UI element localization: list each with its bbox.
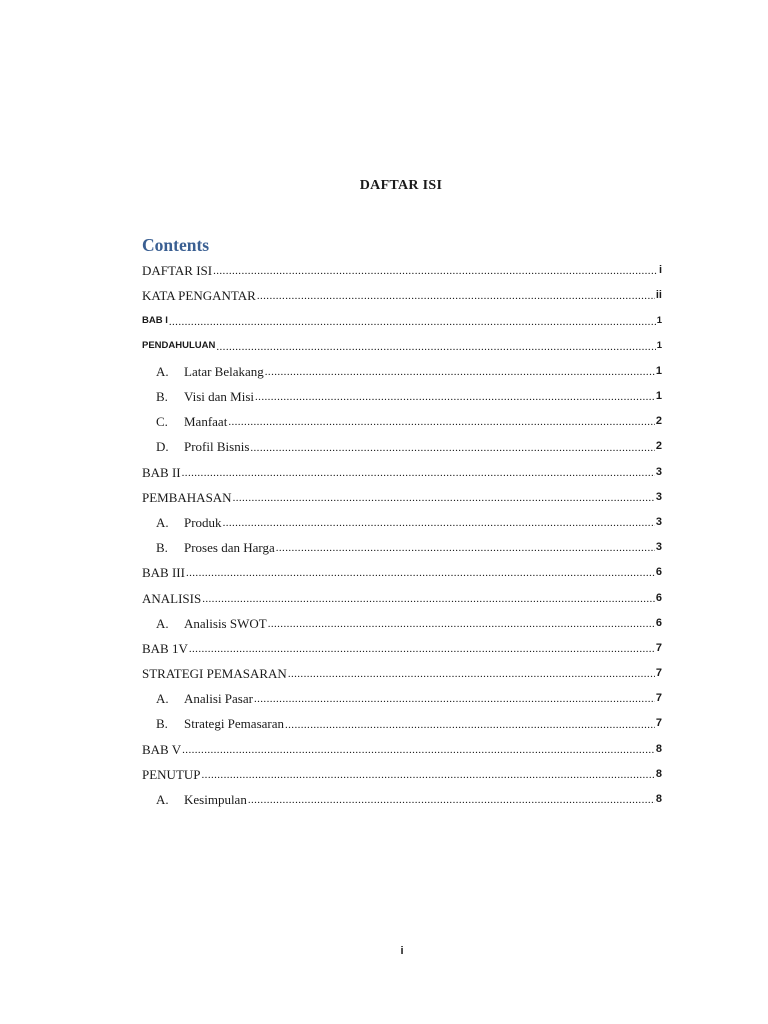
toc-dot-leader	[250, 443, 655, 460]
toc-dot-leader	[186, 568, 655, 585]
toc-entry-label: DAFTAR ISI	[142, 263, 213, 279]
toc-entry-letter: A.	[156, 615, 169, 631]
toc-entry-page: i	[658, 264, 662, 277]
toc-entry-page: 1	[655, 390, 662, 403]
footer-page-number: i	[400, 945, 404, 957]
toc-entry[interactable]	[142, 308, 662, 333]
toc-entry[interactable]	[142, 762, 662, 787]
toc-dot-leader	[268, 619, 655, 636]
toc-entry-label: Analisis SWOT	[184, 615, 267, 631]
toc-entry[interactable]	[142, 409, 662, 434]
toc-entry-page: 6	[655, 616, 662, 629]
toc-entry-letter: B.	[156, 716, 168, 732]
toc-entry[interactable]	[142, 585, 662, 610]
toc-entry-letter: B.	[156, 389, 168, 405]
toc-entry-page: 7	[655, 667, 662, 680]
toc-dot-leader	[257, 291, 655, 308]
toc-dot-leader	[202, 594, 655, 611]
toc-dot-leader	[189, 644, 655, 661]
toc-entry-page: 1	[655, 364, 662, 377]
toc-entry[interactable]	[142, 711, 662, 736]
toc-entry[interactable]	[142, 560, 662, 585]
toc-entry-label: ANALISIS	[142, 590, 202, 606]
toc-entry[interactable]	[142, 611, 662, 636]
toc-entry-page: 2	[655, 440, 662, 453]
toc-entry-page: 3	[655, 515, 662, 528]
toc-entry-label: KATA PENGANTAR	[142, 288, 256, 304]
toc-entry[interactable]	[142, 460, 662, 485]
toc-entry[interactable]	[142, 334, 662, 359]
toc-entry-label: PENDAHULUAN	[142, 340, 216, 352]
toc-entry-label: BAB 1V	[142, 640, 188, 656]
table-of-contents	[142, 258, 662, 812]
toc-entry-letter: B.	[156, 540, 168, 556]
toc-dot-leader	[182, 468, 655, 485]
toc-entry-label: Profil Bisnis	[184, 439, 250, 455]
toc-dot-leader	[276, 543, 655, 560]
contents-heading: Contents	[142, 235, 210, 255]
toc-entry[interactable]	[142, 485, 662, 510]
toc-entry-page: 8	[655, 793, 662, 806]
toc-entry[interactable]	[142, 384, 662, 409]
toc-entry-label: Analisi Pasar	[184, 691, 253, 707]
toc-entry-label: Kesimpulan	[184, 792, 247, 808]
toc-dot-leader	[233, 493, 655, 510]
toc-dot-leader	[255, 392, 655, 409]
toc-entry-page: 6	[655, 591, 662, 604]
page-title: DAFTAR ISI	[359, 178, 443, 193]
toc-entry-label: Strategi Pemasaran	[184, 716, 284, 732]
toc-entry[interactable]	[142, 737, 662, 762]
toc-entry-label: BAB I	[142, 315, 168, 327]
toc-entry[interactable]	[142, 434, 662, 459]
toc-entry-page: 6	[655, 566, 662, 579]
toc-entry[interactable]	[142, 510, 662, 535]
toc-entry-label: STRATEGI PEMASARAN	[142, 666, 287, 682]
toc-entry-label: Manfaat	[184, 414, 228, 430]
toc-entry-label: PEMBAHASAN	[142, 489, 232, 505]
toc-entry-label: Produk	[184, 514, 222, 530]
toc-entry[interactable]	[142, 686, 662, 711]
toc-dot-leader	[228, 417, 655, 434]
toc-entry-page: ii	[655, 289, 662, 302]
toc-dot-leader	[216, 342, 655, 359]
toc-dot-leader	[288, 669, 655, 686]
toc-entry-label: Latar Belakang	[184, 363, 264, 379]
toc-entry-page: 7	[655, 692, 662, 705]
toc-entry-page: 8	[655, 767, 662, 780]
toc-dot-leader	[285, 720, 655, 737]
toc-entry[interactable]	[142, 636, 662, 661]
toc-entry[interactable]	[142, 787, 662, 812]
toc-entry-label: BAB V	[142, 741, 182, 757]
toc-entry[interactable]	[142, 258, 662, 283]
toc-entry-label: Visi dan Misi	[184, 389, 255, 405]
toc-entry-page: 7	[655, 641, 662, 654]
toc-entry[interactable]	[142, 359, 662, 384]
toc-dot-leader	[265, 367, 655, 384]
toc-entry-label: BAB III	[142, 565, 185, 581]
toc-dot-leader	[213, 266, 658, 283]
toc-entry-label: BAB II	[142, 464, 181, 480]
toc-dot-leader	[223, 518, 655, 535]
toc-entry-page: 7	[655, 717, 662, 730]
toc-entry-label: PENUTUP	[142, 766, 201, 782]
toc-entry-page: 1	[656, 315, 662, 327]
toc-entry-page: 2	[655, 415, 662, 428]
toc-entry-letter: D.	[156, 439, 169, 455]
toc-entry-page: 3	[655, 465, 662, 478]
toc-dot-leader	[182, 745, 655, 762]
toc-entry-letter: C.	[156, 414, 168, 430]
toc-entry-label: Proses dan Harga	[184, 540, 275, 556]
toc-entry-letter: A.	[156, 363, 169, 379]
toc-dot-leader	[254, 694, 655, 711]
toc-entry[interactable]	[142, 661, 662, 686]
toc-entry-page: 3	[655, 490, 662, 503]
toc-entry-page: 3	[655, 541, 662, 554]
toc-entry-letter: A.	[156, 691, 169, 707]
toc-dot-leader	[169, 317, 656, 334]
toc-dot-leader	[248, 795, 655, 812]
toc-entry-page: 1	[656, 340, 662, 352]
toc-entry[interactable]	[142, 535, 662, 560]
toc-entry-letter: A.	[156, 514, 169, 530]
toc-dot-leader	[202, 770, 655, 787]
toc-entry-page: 8	[655, 742, 662, 755]
toc-entry[interactable]	[142, 283, 662, 308]
toc-entry-letter: A.	[156, 792, 169, 808]
